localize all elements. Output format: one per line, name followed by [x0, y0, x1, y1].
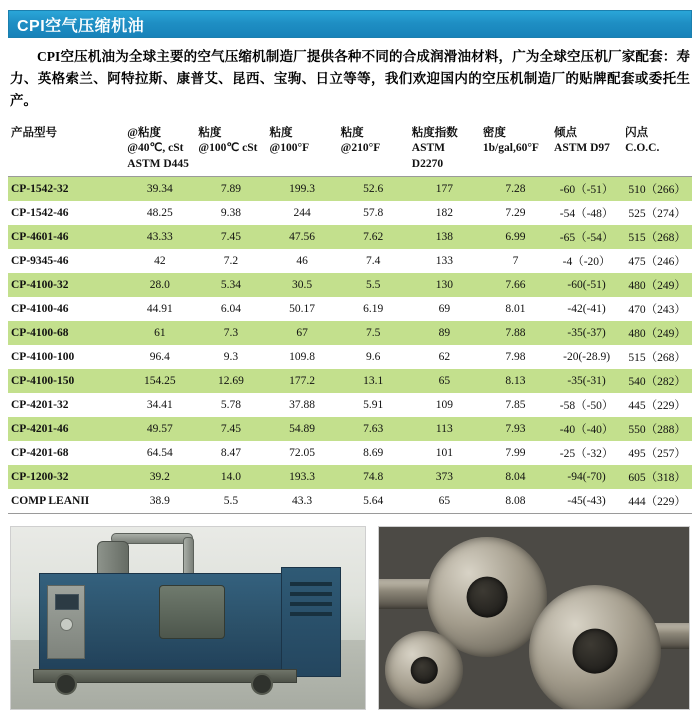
compressor-motor — [159, 585, 225, 639]
cell-density: 7.29 — [505, 207, 526, 220]
control-panel-display — [55, 594, 79, 610]
cell-viscosity-210f: 8.69 — [363, 447, 384, 460]
cell-density: 7.66 — [480, 273, 551, 297]
gear-hub — [467, 577, 508, 618]
column-header-flash-point: 闪点 C.O.C. — [622, 124, 692, 177]
cell-density: 7.98 — [505, 351, 526, 364]
cell-viscosity-210f: 6.19 — [363, 303, 384, 316]
specifications-table — [8, 124, 692, 515]
cell-viscosity-40c: 38.9 — [124, 489, 195, 514]
cell-viscosity-index: 65 — [409, 369, 480, 393]
cell-viscosity-100f: 177.2 — [267, 369, 338, 393]
cell-viscosity-index: 130 — [409, 273, 480, 297]
compressor-wheel — [55, 673, 77, 695]
cell-viscosity-index: 182 — [435, 207, 453, 220]
cell-viscosity-210f: 52.6 — [338, 177, 409, 202]
cell-viscosity-100f: 72.05 — [289, 447, 316, 460]
cell-viscosity-100c: 5.78 — [220, 399, 242, 412]
cell-viscosity-100f: 47.56 — [267, 225, 338, 249]
table-row — [8, 441, 692, 465]
cell-viscosity-index: 133 — [435, 255, 453, 268]
cell-viscosity-210f: 7.63 — [338, 417, 409, 441]
cell-density: 8.01 — [505, 303, 526, 316]
cell-viscosity-100f: 46 — [296, 255, 308, 268]
cell-density: 7.85 — [505, 399, 526, 412]
compressor-side-cabinet — [281, 567, 341, 677]
cell-viscosity-40c: 96.4 — [149, 351, 170, 364]
cell-viscosity-index: 138 — [409, 225, 480, 249]
cell-viscosity-40c: 61 — [124, 321, 195, 345]
cell-model: CP-4100-32 — [8, 273, 124, 297]
column-header-viscosity-100f: 粘度 @100°F — [267, 124, 338, 177]
cell-viscosity-40c: 64.54 — [146, 447, 173, 460]
cell-density: 7.93 — [480, 417, 551, 441]
cell-viscosity-100f: 109.8 — [289, 351, 316, 364]
cell-model: CP-1542-46 — [11, 207, 69, 220]
cell-viscosity-100f: 50.17 — [289, 303, 316, 316]
cell-viscosity-100f: 244 — [293, 207, 311, 220]
cell-pour-point: -94(-70) — [551, 465, 622, 489]
cell-viscosity-index: 113 — [409, 417, 480, 441]
table-row — [8, 177, 692, 202]
cell-pour-point: -40（-40） — [551, 417, 622, 441]
cell-flash-point: 444（229） — [622, 489, 692, 514]
cell-viscosity-210f: 74.8 — [338, 465, 409, 489]
cell-viscosity-100c: 7.2 — [223, 255, 239, 268]
cell-viscosity-100f: 30.5 — [267, 273, 338, 297]
cell-model: CP-4100-100 — [11, 351, 75, 364]
cell-model: CP-9345-46 — [11, 255, 69, 268]
cell-pour-point: -35(-37) — [551, 321, 622, 345]
cell-flash-point: 550（288） — [622, 417, 692, 441]
cell-flash-point: 470（243） — [628, 304, 686, 317]
cabinet-vent-slot — [290, 602, 332, 606]
table-header — [8, 124, 692, 177]
cell-viscosity-100f: 54.89 — [267, 417, 338, 441]
gear-large-lower — [529, 585, 661, 710]
table-row — [8, 465, 692, 489]
cell-viscosity-100c: 5.34 — [195, 273, 266, 297]
cell-density: 8.08 — [480, 489, 551, 514]
cell-model: CP-4100-150 — [8, 369, 124, 393]
gear-hub — [573, 629, 618, 674]
column-header-density: 密度 1b/gal,60°F — [480, 124, 551, 177]
cell-pour-point: -58（-50） — [559, 400, 614, 413]
cabinet-vent-slot — [290, 592, 332, 596]
cell-viscosity-100f: 37.88 — [289, 399, 316, 412]
cell-model: CP-4201-68 — [11, 447, 69, 460]
cell-viscosity-index: 101 — [435, 447, 453, 460]
cell-density: 7.99 — [505, 447, 526, 460]
cell-viscosity-100c: 7.89 — [195, 177, 266, 202]
table-body — [8, 177, 692, 514]
cell-pour-point: -65（-54） — [551, 225, 622, 249]
cabinet-vent-slot — [290, 612, 332, 616]
table-row — [8, 249, 692, 273]
cell-viscosity-100c: 9.38 — [220, 207, 242, 220]
table-row — [8, 225, 692, 249]
gear-hub — [411, 657, 438, 684]
cell-viscosity-index: 109 — [435, 399, 453, 412]
table-row — [8, 417, 692, 441]
table-row — [8, 297, 692, 321]
cell-viscosity-index: 89 — [409, 321, 480, 345]
table-row — [8, 273, 692, 297]
cell-viscosity-100c: 7.45 — [195, 225, 266, 249]
cell-viscosity-40c: 34.41 — [146, 399, 173, 412]
cell-pour-point: -45(-43) — [551, 489, 622, 514]
cell-viscosity-100c: 5.5 — [195, 489, 266, 514]
cell-flash-point: 480（249） — [622, 273, 692, 297]
cell-viscosity-210f: 7.4 — [366, 255, 381, 268]
cell-viscosity-210f: 57.8 — [363, 207, 384, 220]
cell-density: 7.88 — [480, 321, 551, 345]
cell-viscosity-100f: 199.3 — [267, 177, 338, 202]
cell-viscosity-210f: 7.62 — [338, 225, 409, 249]
cell-model: CP-4201-46 — [8, 417, 124, 441]
cell-viscosity-100f: 43.3 — [267, 489, 338, 514]
cell-flash-point: 510（266） — [622, 177, 692, 202]
column-header-pour-point: 倾点 ASTM D97 — [551, 124, 622, 177]
cell-viscosity-40c: 28.0 — [124, 273, 195, 297]
cell-model: CP-1200-32 — [8, 465, 124, 489]
page-title-bar — [8, 10, 692, 38]
cell-density: 8.04 — [480, 465, 551, 489]
cell-pour-point: -60（-51） — [551, 177, 622, 202]
cell-viscosity-40c: 39.34 — [124, 177, 195, 202]
photo-gallery — [8, 526, 692, 710]
compressor-wheel — [251, 673, 273, 695]
cell-model: CP-4601-46 — [8, 225, 124, 249]
table-header-row — [8, 124, 692, 177]
cell-viscosity-100c: 8.47 — [220, 447, 242, 460]
table-row — [8, 201, 692, 225]
table-row — [8, 345, 692, 369]
cell-viscosity-210f: 5.91 — [363, 399, 384, 412]
cell-flash-point: 540（282） — [622, 369, 692, 393]
column-header-viscosity-index: 粘度指数 ASTM D2270 — [409, 124, 480, 177]
cell-viscosity-210f: 5.5 — [338, 273, 409, 297]
cell-viscosity-100c: 7.45 — [195, 417, 266, 441]
intro-paragraph: CPI空压机油为全球主要的空气压缩机制造厂提供各种不同的合成润滑油材料，广为全球空压机厂家配套：寿力、英格索兰、阿特拉斯、康普艾、昆西、宝驹、日立等等，我们欢迎国内的空压机制造厂的贴牌配套或委托生产。 — [10, 49, 690, 108]
cell-viscosity-210f: 13.1 — [338, 369, 409, 393]
cell-flash-point: 475（246） — [628, 256, 686, 269]
cell-viscosity-40c: 43.33 — [124, 225, 195, 249]
cell-pour-point: -25（-32） — [559, 448, 614, 461]
cell-viscosity-index: 69 — [438, 303, 451, 316]
cabinet-vent-slot — [290, 582, 332, 586]
cell-viscosity-100f: 193.3 — [267, 465, 338, 489]
cell-viscosity-100c: 14.0 — [195, 465, 266, 489]
cell-viscosity-index: 62 — [438, 351, 451, 364]
cell-flash-point: 515（268） — [622, 225, 692, 249]
cell-density: 7.28 — [480, 177, 551, 202]
column-header-model: 产品型号 — [8, 124, 124, 177]
cell-viscosity-40c: 49.57 — [124, 417, 195, 441]
cell-density: 6.99 — [480, 225, 551, 249]
cell-viscosity-100f: 67 — [267, 321, 338, 345]
cell-viscosity-40c: 154.25 — [124, 369, 195, 393]
cell-flash-point: 525（274） — [628, 208, 686, 221]
compressor-control-panel — [47, 585, 85, 659]
cell-model: COMP LEANII — [8, 489, 124, 514]
column-header-viscosity-100c: 粘度 @100℃ cSt — [195, 124, 266, 177]
cell-viscosity-40c: 44.91 — [146, 303, 173, 316]
cell-pour-point: -54（-48） — [559, 208, 614, 221]
column-header-viscosity-40c: @粘度 @40℃, cSt ASTM D445 — [124, 124, 195, 177]
cell-pour-point: -4（-20） — [562, 256, 611, 269]
cell-viscosity-210f: 5.64 — [338, 489, 409, 514]
air-compressor-unit-photo — [10, 526, 366, 710]
cell-viscosity-100c: 7.3 — [195, 321, 266, 345]
cell-viscosity-index: 65 — [409, 489, 480, 514]
gear-assembly-photo — [378, 526, 690, 710]
cell-viscosity-40c: 39.2 — [124, 465, 195, 489]
cell-flash-point: 605（318） — [622, 465, 692, 489]
cell-viscosity-40c: 48.25 — [146, 207, 173, 220]
cell-viscosity-210f: 9.6 — [366, 351, 381, 364]
cell-density: 7 — [512, 255, 519, 268]
cell-viscosity-100c: 6.04 — [220, 303, 242, 316]
cell-model: CP-1542-32 — [8, 177, 124, 202]
cell-model: CP-4100-68 — [8, 321, 124, 345]
page-title: CPI空气压缩机油 — [17, 17, 145, 35]
table-row — [8, 489, 692, 514]
cell-flash-point: 495（257） — [628, 448, 686, 461]
table-row — [8, 321, 692, 345]
cell-flash-point: 480（249） — [622, 321, 692, 345]
cell-flash-point: 445（229） — [628, 400, 686, 413]
cell-pour-point: -42(-41) — [567, 303, 606, 316]
cell-density: 8.13 — [480, 369, 551, 393]
cell-model: CP-4100-46 — [11, 303, 69, 316]
cell-viscosity-100c: 9.3 — [223, 351, 239, 364]
table-row — [8, 393, 692, 417]
cell-pour-point: -20(-28.9) — [563, 351, 611, 364]
cell-viscosity-index: 373 — [409, 465, 480, 489]
cell-flash-point: 515（268） — [628, 352, 686, 365]
column-header-viscosity-210f: 粘度 @210°F — [338, 124, 409, 177]
cell-viscosity-100c: 12.69 — [195, 369, 266, 393]
cell-viscosity-index: 177 — [409, 177, 480, 202]
cell-viscosity-40c: 42 — [154, 255, 166, 268]
cell-model: CP-4201-32 — [11, 399, 69, 412]
gear-small-left — [385, 631, 463, 709]
control-panel-knob — [60, 618, 73, 631]
cell-viscosity-210f: 7.5 — [338, 321, 409, 345]
table-row — [8, 369, 692, 393]
cell-pour-point: -60(-51) — [551, 273, 622, 297]
cell-pour-point: -35(-31) — [551, 369, 622, 393]
